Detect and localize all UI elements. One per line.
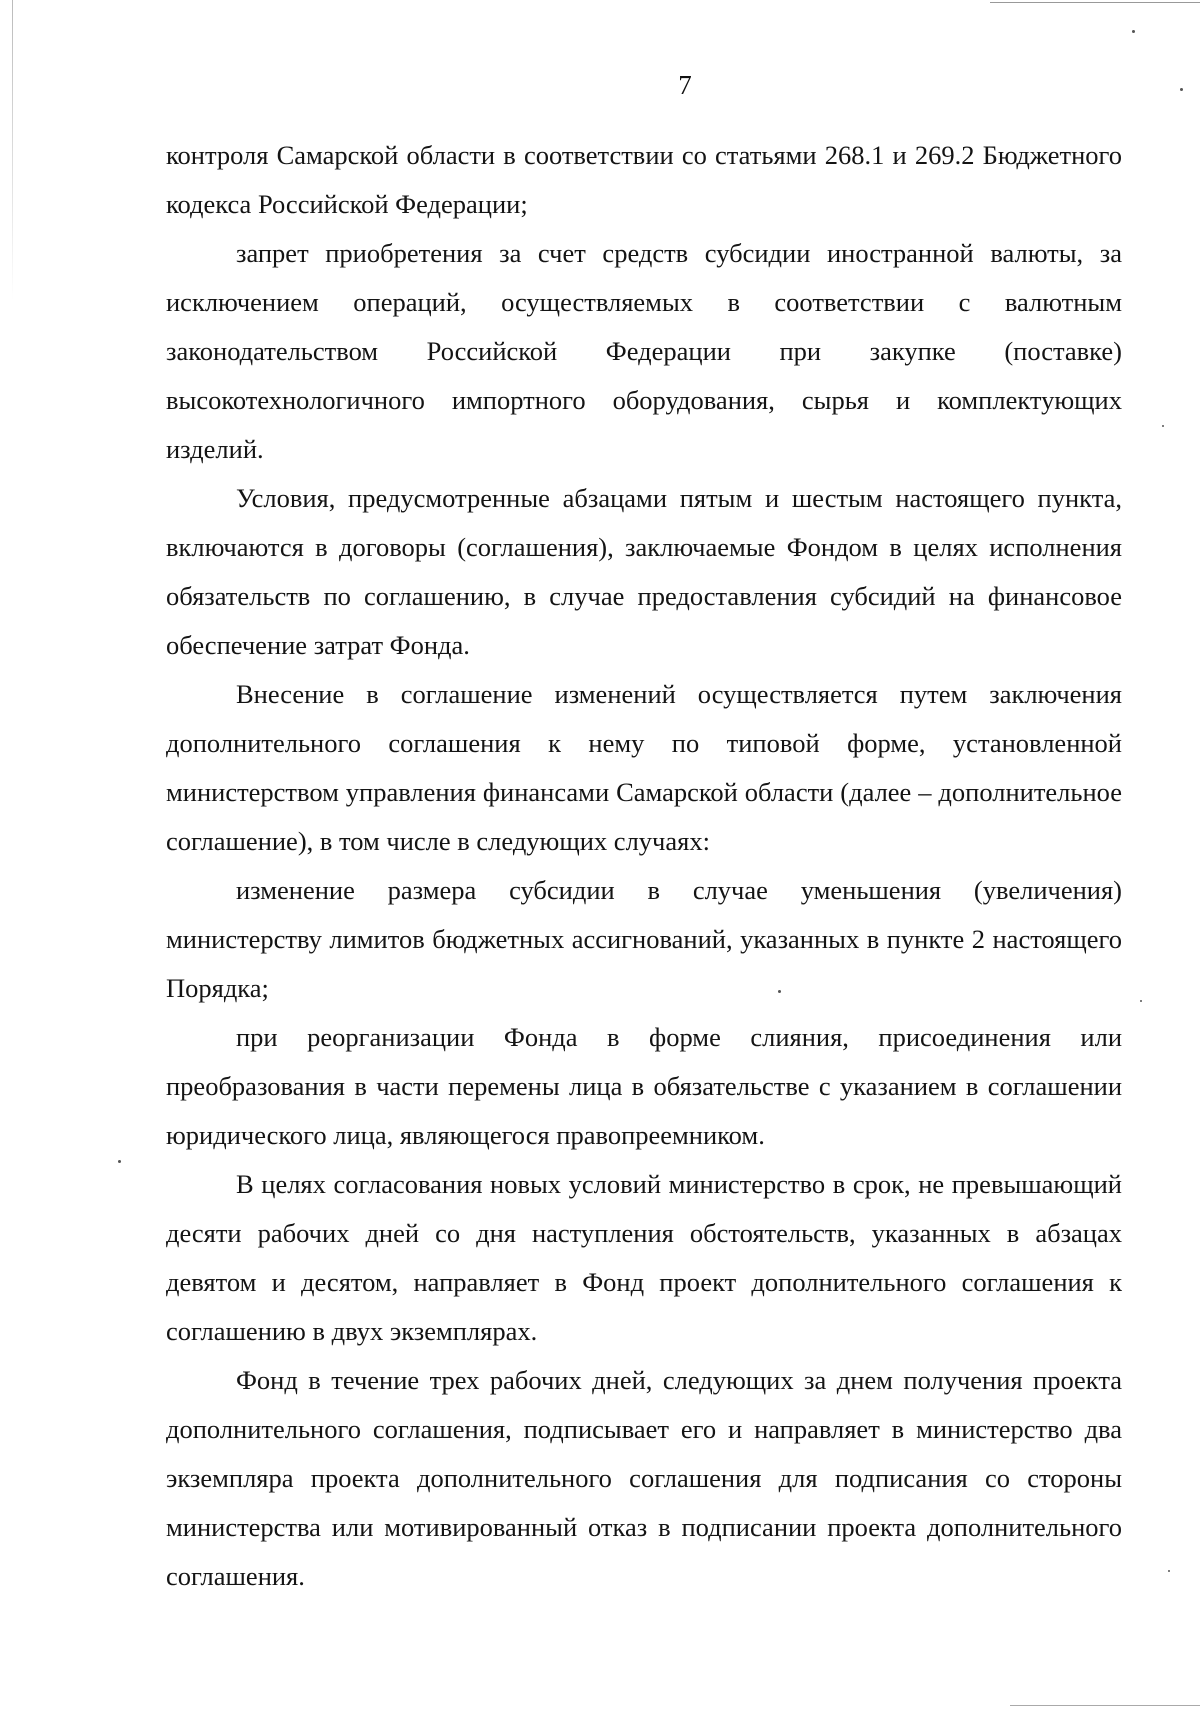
paragraph-5: изменение размера субсидии в случае уменьшения (увеличения) министерству лимитов бюджетных ассигнований, указанных в пункте 2 настоящего Порядка; bbox=[166, 875, 1122, 1003]
paragraph-1: контроля Самарской области в соответствии со статьями 268.1 и 269.2 Бюджетного кодекса Российской Федерации; bbox=[166, 140, 1122, 219]
paragraph-8: Фонд в течение трех рабочих дней, следующих за днем получения проекта дополнительного соглашения, подписывает его и направляет в министерство два экземпляра проекта дополнительного соглашения для подписания со стороны министерства или мотивированный отказ в подписании проекта дополнительного соглашения. bbox=[166, 1365, 1122, 1591]
paragraph-6: при реорганизации Фонда в форме слияния, присоединения или преобразования в части перемены лица в обязательстве с указанием в соглашении юридического лица, являющегося правопреемником. bbox=[166, 1022, 1122, 1150]
scan-speck bbox=[1168, 1570, 1170, 1572]
paragraph-3: Условия, предусмотренные абзацами пятым и шестым настоящего пункта, включаются в договоры (соглашения), заключаемые Фондом в целях исполнения обязательств по соглашению, в случае предоставления субсидий на финансовое обеспечение затрат Фонда. bbox=[166, 483, 1122, 660]
scan-speck bbox=[118, 1160, 121, 1163]
page-number: 7 bbox=[678, 70, 692, 100]
scan-speck bbox=[1162, 425, 1164, 427]
scan-edge-line bbox=[12, 0, 13, 300]
scan-bottom-line bbox=[1010, 1705, 1200, 1706]
paragraph-7: В целях согласования новых условий министерство в срок, не превышающий десяти рабочих дней со дня наступления обстоятельств, указанных в абзацах девятом и десятом, направляет в Фонд проект дополнительного соглашения к соглашению в двух экземплярах. bbox=[166, 1169, 1122, 1346]
paragraph-4: Внесение в соглашение изменений осуществляется путем заключения дополнительного соглашения к нему по типовой форме, установленной министерством управления финансами Самарской области (далее – дополнительное соглашение), в том числе в следующих случаях: bbox=[166, 679, 1122, 856]
scan-top-line bbox=[990, 2, 1200, 3]
document-body bbox=[166, 131, 1122, 1601]
scan-speck bbox=[1132, 30, 1135, 33]
paragraph-2: запрет приобретения за счет средств субсидии иностранной валюты, за исключением операций, осуществляемых в соответствии с валютным законодательством Российской Федерации при закупке (поставке) высокотехнологичного импортного оборудования, сырья и комплектующих изделий. bbox=[166, 238, 1122, 464]
scan-speck bbox=[1140, 1000, 1142, 1002]
